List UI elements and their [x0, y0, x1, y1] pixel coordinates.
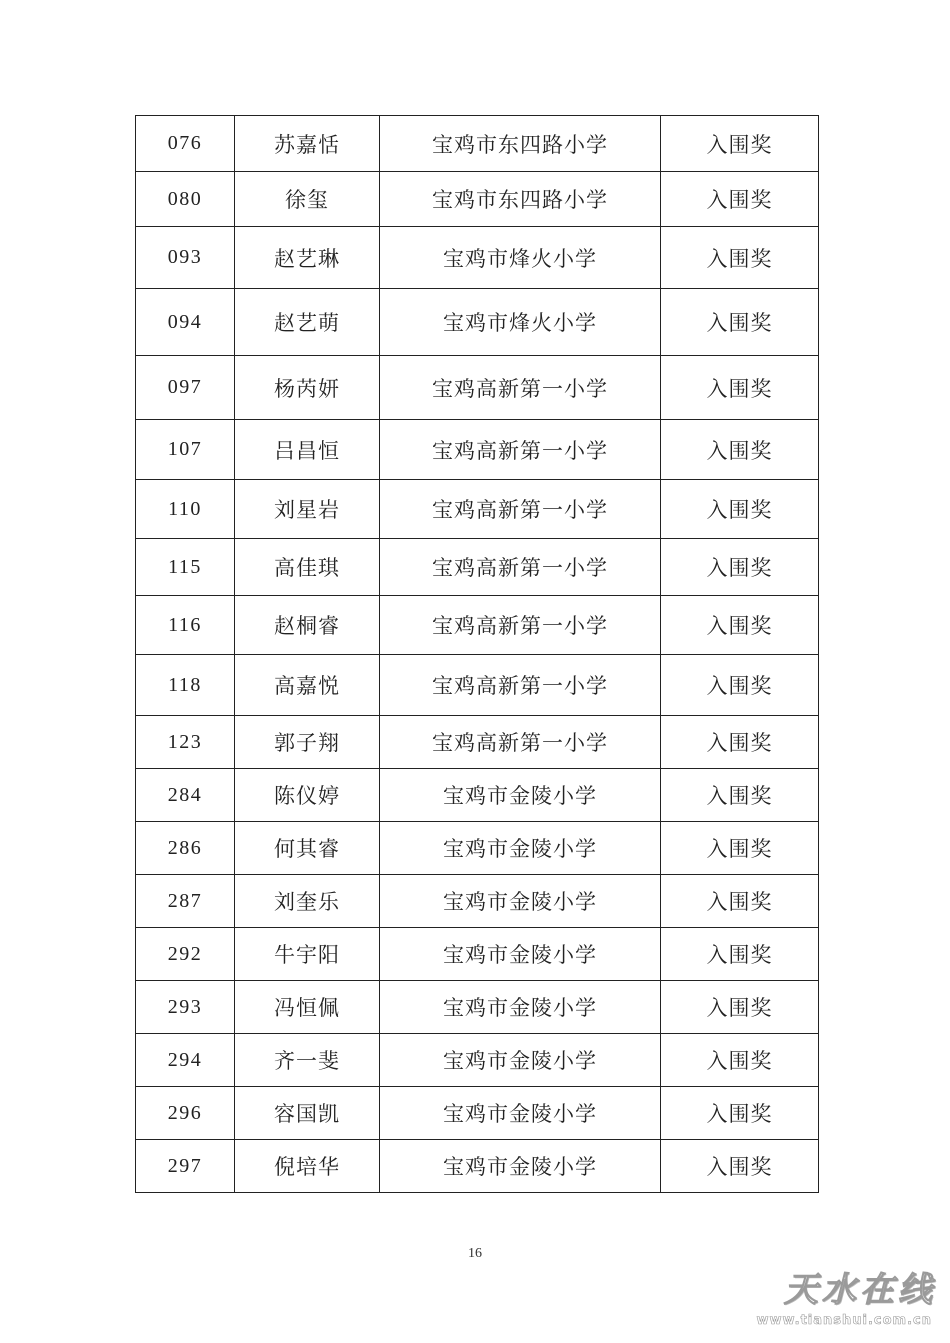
student-name: 容国凯: [235, 1087, 380, 1140]
school-name: 宝鸡市烽火小学: [380, 227, 661, 289]
award-level: 入围奖: [661, 289, 819, 356]
school-name: 宝鸡高新第一小学: [380, 539, 661, 596]
student-name: 齐一斐: [235, 1034, 380, 1087]
school-name: 宝鸡市金陵小学: [380, 769, 661, 822]
table-row: [136, 1140, 819, 1193]
award-level: 入围奖: [661, 1034, 819, 1087]
table-row: [136, 480, 819, 539]
entry-number: 107: [136, 420, 235, 480]
entry-number: 110: [136, 480, 235, 539]
school-name: 宝鸡市烽火小学: [380, 289, 661, 356]
entry-number: 097: [136, 356, 235, 420]
school-name: 宝鸡市金陵小学: [380, 1140, 661, 1193]
table-row: [136, 539, 819, 596]
entry-number: 115: [136, 539, 235, 596]
award-table-body: [136, 116, 819, 1193]
watermark-url: www.tianshui.com.cn: [756, 1313, 932, 1328]
award-level: 入围奖: [661, 1087, 819, 1140]
entry-number: 292: [136, 928, 235, 981]
table-row: [136, 1034, 819, 1087]
entry-number: 094: [136, 289, 235, 356]
table-row: [136, 769, 819, 822]
table-row: [136, 116, 819, 172]
watermark: [736, 1269, 936, 1341]
award-level: 入围奖: [661, 769, 819, 822]
entry-number: 294: [136, 1034, 235, 1087]
award-level: 入围奖: [661, 875, 819, 928]
school-name: 宝鸡高新第一小学: [380, 420, 661, 480]
student-name: 倪培华: [235, 1140, 380, 1193]
school-name: 宝鸡高新第一小学: [380, 716, 661, 769]
entry-number: 080: [136, 172, 235, 227]
student-name: 赵艺琳: [235, 227, 380, 289]
school-name: 宝鸡高新第一小学: [380, 655, 661, 716]
table-row: [136, 875, 819, 928]
entry-number: 286: [136, 822, 235, 875]
school-name: 宝鸡市东四路小学: [380, 116, 661, 172]
award-level: 入围奖: [661, 928, 819, 981]
student-name: 杨芮妍: [235, 356, 380, 420]
award-level: 入围奖: [661, 356, 819, 420]
page-number: 16: [468, 1246, 482, 1261]
school-name: 宝鸡市金陵小学: [380, 928, 661, 981]
table-row: [136, 822, 819, 875]
table-row: [136, 655, 819, 716]
school-name: 宝鸡市金陵小学: [380, 981, 661, 1034]
entry-number: 284: [136, 769, 235, 822]
table-row: [136, 716, 819, 769]
watermark-logo: 天水在线: [784, 1270, 936, 1310]
award-level: 入围奖: [661, 596, 819, 655]
award-level: 入围奖: [661, 227, 819, 289]
entry-number: 123: [136, 716, 235, 769]
entry-number: 093: [136, 227, 235, 289]
entry-number: 076: [136, 116, 235, 172]
award-level: 入围奖: [661, 539, 819, 596]
table-row: [136, 596, 819, 655]
table-row: [136, 356, 819, 420]
entry-number: 287: [136, 875, 235, 928]
student-name: 高佳琪: [235, 539, 380, 596]
table-row: [136, 928, 819, 981]
student-name: 吕昌恒: [235, 420, 380, 480]
table-row: [136, 981, 819, 1034]
award-level: 入围奖: [661, 172, 819, 227]
table-row: [136, 1087, 819, 1140]
student-name: 徐玺: [235, 172, 380, 227]
student-name: 牛宇阳: [235, 928, 380, 981]
school-name: 宝鸡市金陵小学: [380, 822, 661, 875]
table-row: [136, 289, 819, 356]
school-name: 宝鸡市金陵小学: [380, 875, 661, 928]
entry-number: 116: [136, 596, 235, 655]
table-row: [136, 420, 819, 480]
school-name: 宝鸡高新第一小学: [380, 596, 661, 655]
award-level: 入围奖: [661, 822, 819, 875]
entry-number: 118: [136, 655, 235, 716]
table-row: [136, 172, 819, 227]
entry-number: 293: [136, 981, 235, 1034]
school-name: 宝鸡高新第一小学: [380, 480, 661, 539]
student-name: 陈仪婷: [235, 769, 380, 822]
student-name: 赵桐睿: [235, 596, 380, 655]
award-level: 入围奖: [661, 655, 819, 716]
award-level: 入围奖: [661, 1140, 819, 1193]
award-level: 入围奖: [661, 716, 819, 769]
student-name: 冯恒佩: [235, 981, 380, 1034]
student-name: 高嘉悦: [235, 655, 380, 716]
school-name: 宝鸡高新第一小学: [380, 356, 661, 420]
student-name: 郭子翔: [235, 716, 380, 769]
entry-number: 296: [136, 1087, 235, 1140]
award-level: 入围奖: [661, 420, 819, 480]
award-level: 入围奖: [661, 116, 819, 172]
student-name: 赵艺萌: [235, 289, 380, 356]
award-level: 入围奖: [661, 480, 819, 539]
student-name: 刘奎乐: [235, 875, 380, 928]
award-level: 入围奖: [661, 981, 819, 1034]
award-table: [135, 115, 819, 1193]
student-name: 苏嘉恬: [235, 116, 380, 172]
entry-number: 297: [136, 1140, 235, 1193]
student-name: 何其睿: [235, 822, 380, 875]
table-row: [136, 227, 819, 289]
student-name: 刘星岩: [235, 480, 380, 539]
school-name: 宝鸡市东四路小学: [380, 172, 661, 227]
school-name: 宝鸡市金陵小学: [380, 1087, 661, 1140]
school-name: 宝鸡市金陵小学: [380, 1034, 661, 1087]
